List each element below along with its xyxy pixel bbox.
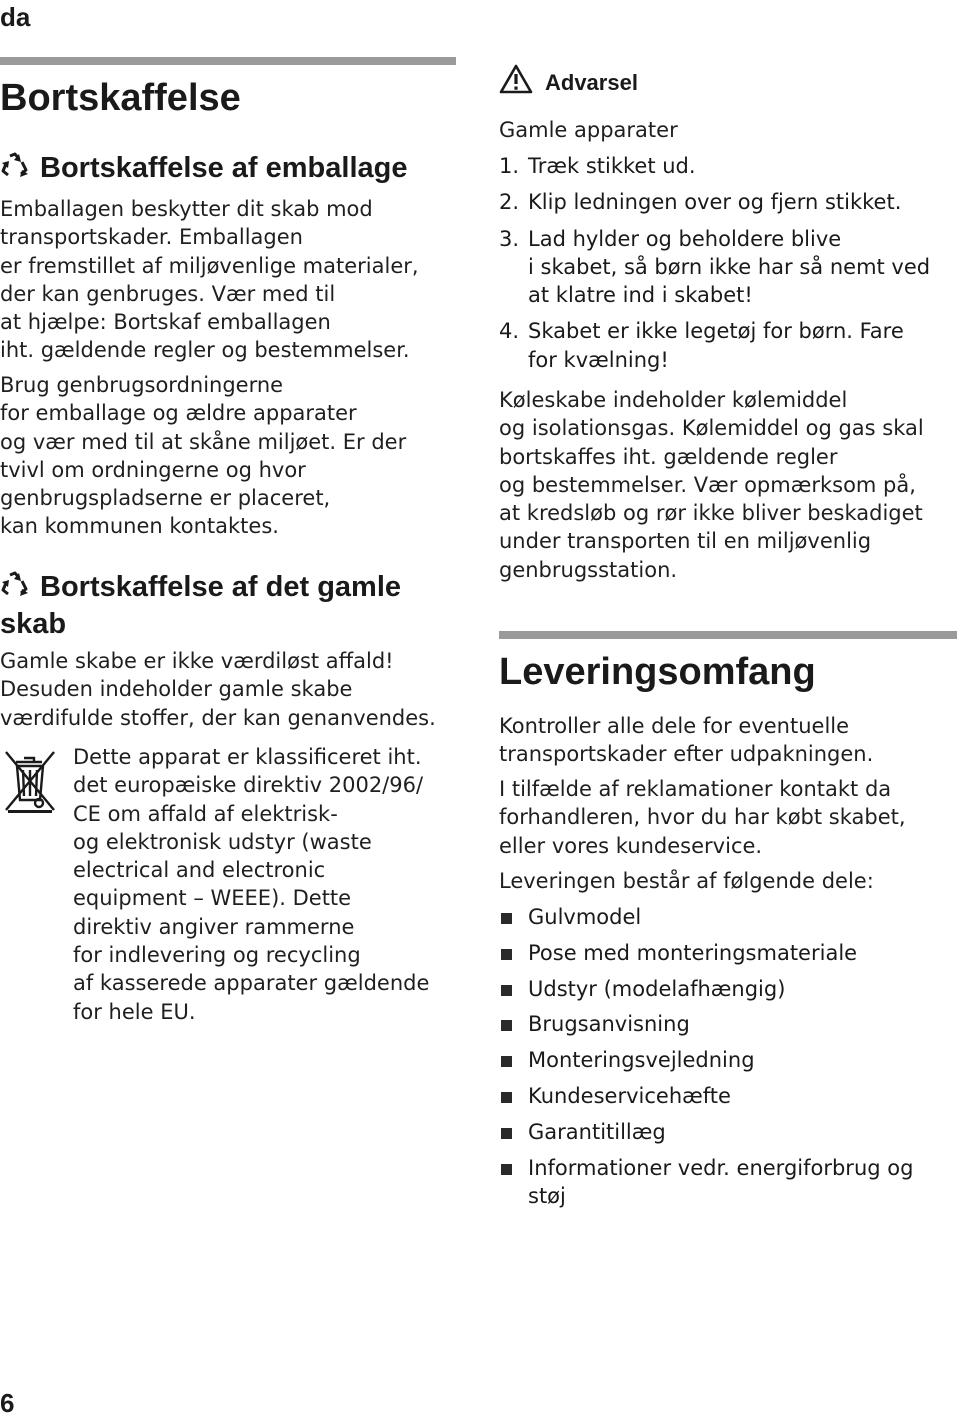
text-line: Kundeservicehæfte <box>528 1083 731 1108</box>
paragraph-packaging-2 <box>0 371 406 541</box>
list-item <box>499 152 959 180</box>
text-line: tvivl om ordningerne og hvor <box>0 457 306 482</box>
text-line: Brug genbrugsordningerne <box>0 373 284 397</box>
warning-triangle-icon <box>499 64 533 100</box>
text-line: for kvælning! <box>528 347 669 372</box>
text-line: genbrugsstation. <box>499 557 678 582</box>
list-item <box>499 1118 959 1146</box>
text-line: er fremstillet af miljøvenlige materialer, <box>0 253 419 278</box>
text-line: at hjælpe: Bortskaf emballagen <box>0 310 331 335</box>
text-line: og isolationsgas. Kølemiddel og gas skal <box>499 416 924 441</box>
text-line: at klatre ind i skabet! <box>528 283 753 308</box>
text-line: for emballage og ældre apparater <box>0 401 357 426</box>
text-line: for indlevering og recycling <box>73 943 361 968</box>
text-line: Lad hylder og beholdere blive <box>528 226 842 251</box>
text-line: Gamle skabe er ikke værdiløst affald! <box>0 649 394 673</box>
list-item <box>499 1154 959 1211</box>
paragraph-old-unit <box>0 647 436 732</box>
text-line: Kontroller alle dele for eventuelle <box>499 714 850 738</box>
text-line: electrical and electronic <box>73 858 326 883</box>
bullet-square-icon <box>501 1164 512 1175</box>
text-line: Monteringsvejledning <box>528 1048 755 1073</box>
text-line: iht. gældende regler og bestemmelser. <box>0 338 410 363</box>
bullet-square-icon <box>501 1128 512 1139</box>
text-line: I tilfælde af reklamationer kontakt da <box>499 777 892 801</box>
text-line: bortskaffes iht. gældende regler <box>499 444 838 469</box>
text-line: Brugsanvisning <box>528 1012 690 1037</box>
bullet-square-icon <box>501 1056 512 1067</box>
delivery-list-intro: Leveringen består af følgende dele: <box>499 869 874 893</box>
section-title-disposal: Bortskaffelse <box>0 77 241 119</box>
step-number: 1. <box>499 154 520 178</box>
list-item <box>499 225 959 310</box>
text-line: CE om affald af elektrisk- <box>73 801 338 826</box>
bullet-square-icon <box>501 985 512 996</box>
step-number: 3. <box>499 226 520 251</box>
text-line: Garantitillæg <box>528 1119 666 1144</box>
text-line: Køleskabe indeholder kølemiddel <box>499 388 848 412</box>
list-item <box>499 975 959 1003</box>
recycle-icon <box>0 152 30 188</box>
text-line: transportskader efter udpakningen. <box>499 742 874 767</box>
recycle-icon <box>0 571 30 607</box>
list-item <box>499 1010 959 1038</box>
text-line: der kan genbruges. Vær med til <box>0 281 336 306</box>
text-line: Udstyr (modelafhængig) <box>528 976 786 1001</box>
page-number: 6 <box>0 1388 15 1418</box>
step-number: 4. <box>499 319 520 344</box>
text-line: eller vores kundeservice. <box>499 833 763 858</box>
step-number: 2. <box>499 190 520 215</box>
text-line: kan kommunen kontaktes. <box>0 514 279 539</box>
paragraph-delivery-1 <box>499 712 873 769</box>
heading-old-unit-line1: Bortskaffelse af det gamle <box>40 571 402 603</box>
language-code: da <box>0 2 31 32</box>
text-line: Skabet er ikke legetøj for børn. Fare <box>528 319 904 344</box>
list-item <box>499 317 959 374</box>
delivery-items-list <box>499 903 959 1218</box>
text-line: støj <box>528 1183 566 1208</box>
heading-packaging-disposal <box>0 151 407 188</box>
heading-packaging-text: Bortskaffelse af emballage <box>40 152 408 184</box>
list-item <box>499 903 959 931</box>
warning-steps <box>499 152 959 382</box>
list-item <box>499 1082 959 1110</box>
heading-old-unit-disposal <box>0 570 401 641</box>
list-item <box>499 188 959 216</box>
warning-intro: Gamle apparater <box>499 118 678 142</box>
text-line: værdifulde stoffer, der kan genanvendes. <box>0 705 436 730</box>
text-line: i skabet, så børn ikke har så nemt ved <box>528 254 931 279</box>
section-title-delivery: Leveringsomfang <box>499 651 816 693</box>
bullet-square-icon <box>501 949 512 960</box>
bullet-square-icon <box>501 1020 512 1031</box>
text-line: Emballagen beskytter dit skab mod <box>0 197 373 221</box>
text-line: og elektronisk udstyr (waste <box>73 829 372 854</box>
paragraph-packaging-1 <box>0 195 419 365</box>
weee-bin-icon <box>2 748 58 818</box>
text-line: forhandleren, hvor du har købt skabet, <box>499 805 906 830</box>
warning-label <box>499 64 638 100</box>
text-line: under transporten til en miljøvenlig <box>499 529 872 554</box>
text-line: det europæiske direktiv 2002/96/ <box>73 773 424 798</box>
text-line: direktiv angiver rammerne <box>73 914 355 939</box>
bullet-square-icon <box>501 913 512 924</box>
text-line: Dette apparat er klassificeret iht. <box>73 745 422 769</box>
list-item <box>499 939 959 967</box>
text-line: transportskader. Emballagen <box>0 225 303 250</box>
text-line: Desuden indeholder gamle skabe <box>0 677 353 702</box>
section-rule-right <box>499 631 957 639</box>
text-line: Pose med monteringsmateriale <box>528 940 858 965</box>
text-line: og bestemmelser. Vær opmærksom på, <box>499 472 916 497</box>
text-line: at kredsløb og rør ikke bliver beskadiget <box>499 501 923 526</box>
text-line: Informationer vedr. energiforbrug og <box>528 1155 914 1180</box>
text-line: for hele EU. <box>73 999 196 1024</box>
list-item <box>499 1046 959 1074</box>
text-line: genbrugspladserne er placeret, <box>0 486 331 511</box>
text-line: Klip ledningen over og fjern stikket. <box>528 190 902 215</box>
heading-old-unit-line2: skab <box>0 608 67 640</box>
text-line: og vær med til at skåne miljøet. Er der <box>0 429 407 454</box>
paragraph-weee <box>73 743 429 1026</box>
paragraph-delivery-2 <box>499 775 906 860</box>
text-line: Gulvmodel <box>528 905 642 929</box>
paragraph-refrigerant <box>499 386 924 584</box>
section-rule-left <box>0 57 456 65</box>
text-line: Træk stikket ud. <box>528 154 696 178</box>
bullet-square-icon <box>501 1092 512 1103</box>
text-line: af kasserede apparater gældende <box>73 971 430 996</box>
text-line: equipment – WEEE). Dette <box>73 886 352 911</box>
warning-label-text: Advarsel <box>545 70 638 95</box>
